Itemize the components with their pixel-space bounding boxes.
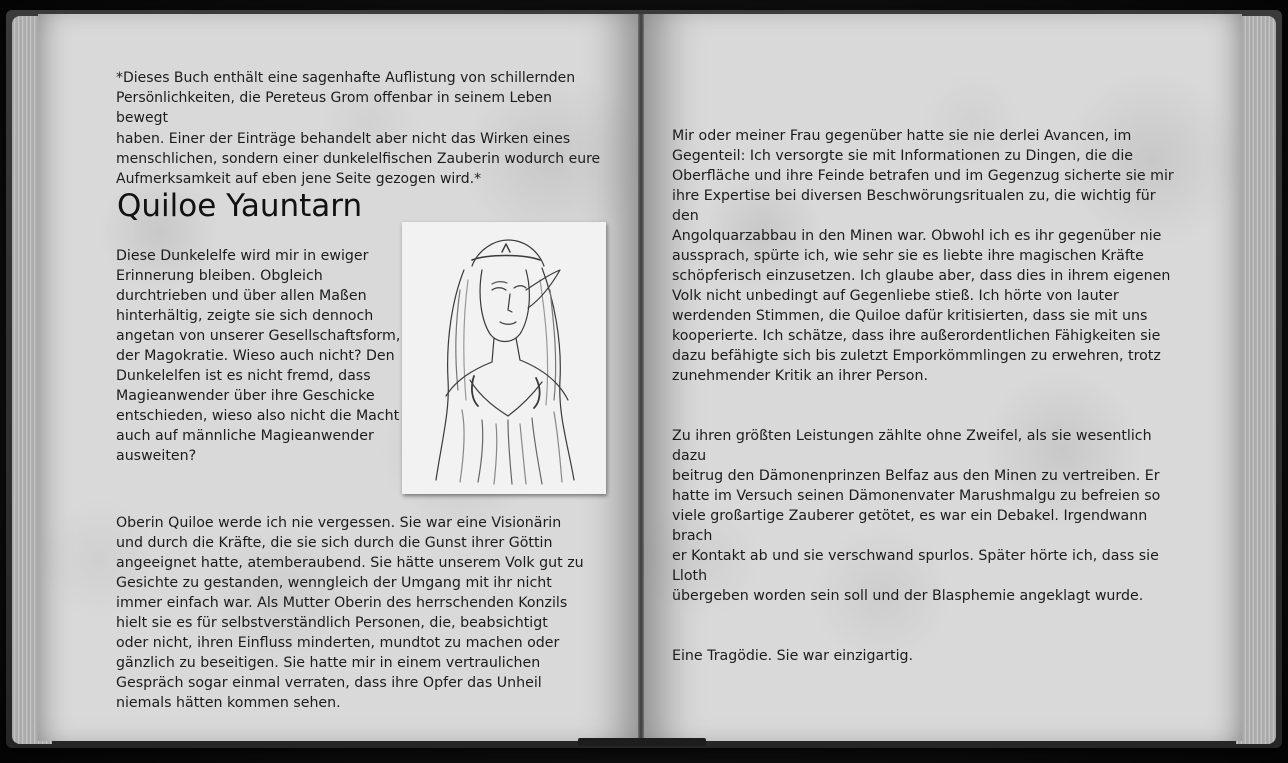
elf-portrait-icon	[412, 230, 596, 486]
intro-text: *Dieses Buch enthält eine sagenhafte Auflistung von schillernden Persönlichkeiten, die Pereteus Grom offenbar in seinem Leben bewegt haben. Einer der Einträge behandelt aber nicht das Wirken eines menschlichen, sondern einer dunkelelfischen Zauberin wodurch eure Aufmerksamkeit auf eben jene Seite gezogen wird.*	[116, 70, 601, 188]
left-paragraph-2: Oberin Quiloe werde ich nie vergessen. Sie war eine Visionärin und durch die Kräfte, die sie sich durch die Gunst ihrer Göttin angeeignet hatte, atemberaubend. Sie hätte unserem Volk gut zu Gesichte zu gestanden, wenngleich der Umgang mit ihr nicht immer einfach war. Als Mutter Oberin des herrschenden Konzils hielt sie es für selbstverständlich Personen, die, beabsichtigt oder nicht, ihren Einfluss minderten, mundtot zu machen oder gänzlich zu beseitigen. Sie hatte mir in einem vertraulichen Gespräch sogar einmal verraten, dass ihre Opfer das Unheil niemals hätten kommen sehen.	[116, 515, 584, 711]
left-paragraph-1: Diese Dunkelelfe wird mir in ewiger Erinnerung bleiben. Obgleich durchtrieben und über allen Maßen hinterhältig, zeigte sie sich dennoch angetan von unserer Gesellschaftsform, der Magokratie. Wieso auch nicht? Den Dunkelelfen ist es nicht fremd, dass Magieanwender über ihre Geschicke entschieden, wieso also nicht die Macht auch auf männliche Magieanwender ausweiten?	[116, 248, 401, 464]
page-title: Quiloe Yauntarn	[117, 188, 363, 224]
page-stack-right	[1236, 16, 1276, 744]
spine-bottom	[578, 738, 706, 746]
right-column	[672, 106, 1178, 686]
right-paragraph-1: Mir oder meiner Frau gegenüber hatte sie nie derlei Avancen, im Gegenteil: Ich versorgte sie mit Informationen zu Dingen, die die Oberfläche und ihre Feinde betrafen und im Gegenzug sicherte sie mir ihre Expertise bei diversen Beschwörungsritualen zu, die wichtig für den Angolquarzabbau in den Minen war. Obwohl ich es ihr gegenüber nie aussprach, spürte ich, wie sehr sie es liebte ihre magischen Kräfte schöpferisch einzusetzen. Ich glaube aber, dass dies in ihrem eigenen Volk nicht unbedingt auf Gegenliebe stieß. Ich hörte von lauter werdenden Stimmen, die Quiloe dafür kritisierten, dass sie mit uns kooperierte. Ich schätze, dass ihre außerordentlichen Fähigkeiten sie dazu befähigte sich bis zuletzt Emporkömmlingen zu erwehren, trotz zunehmender Kritik an ihrer Person.	[672, 128, 1174, 384]
right-paragraph-2: Zu ihren größten Leistungen zählte ohne Zweifel, als sie wesentlich dazu beitrug den Dämonenprinzen Belfaz aus den Minen zu vertreiben. Er hatte im Versuch seinen Dämonenvater Marushmalgu zu befreien so viele großartige Zauberer getötet, es war ein Debakel. Irgendwann brach er Kontakt ab und sie verschwand spurlos. Später hörte ich, dass sie Lloth übergeben worden sein soll und der Blasphemie angeklagt wurde.	[672, 428, 1161, 604]
right-paragraph-3: Eine Tragödie. Sie war einzigartig.	[672, 648, 914, 664]
portrait-frame	[402, 222, 606, 494]
book-spine	[638, 14, 644, 741]
